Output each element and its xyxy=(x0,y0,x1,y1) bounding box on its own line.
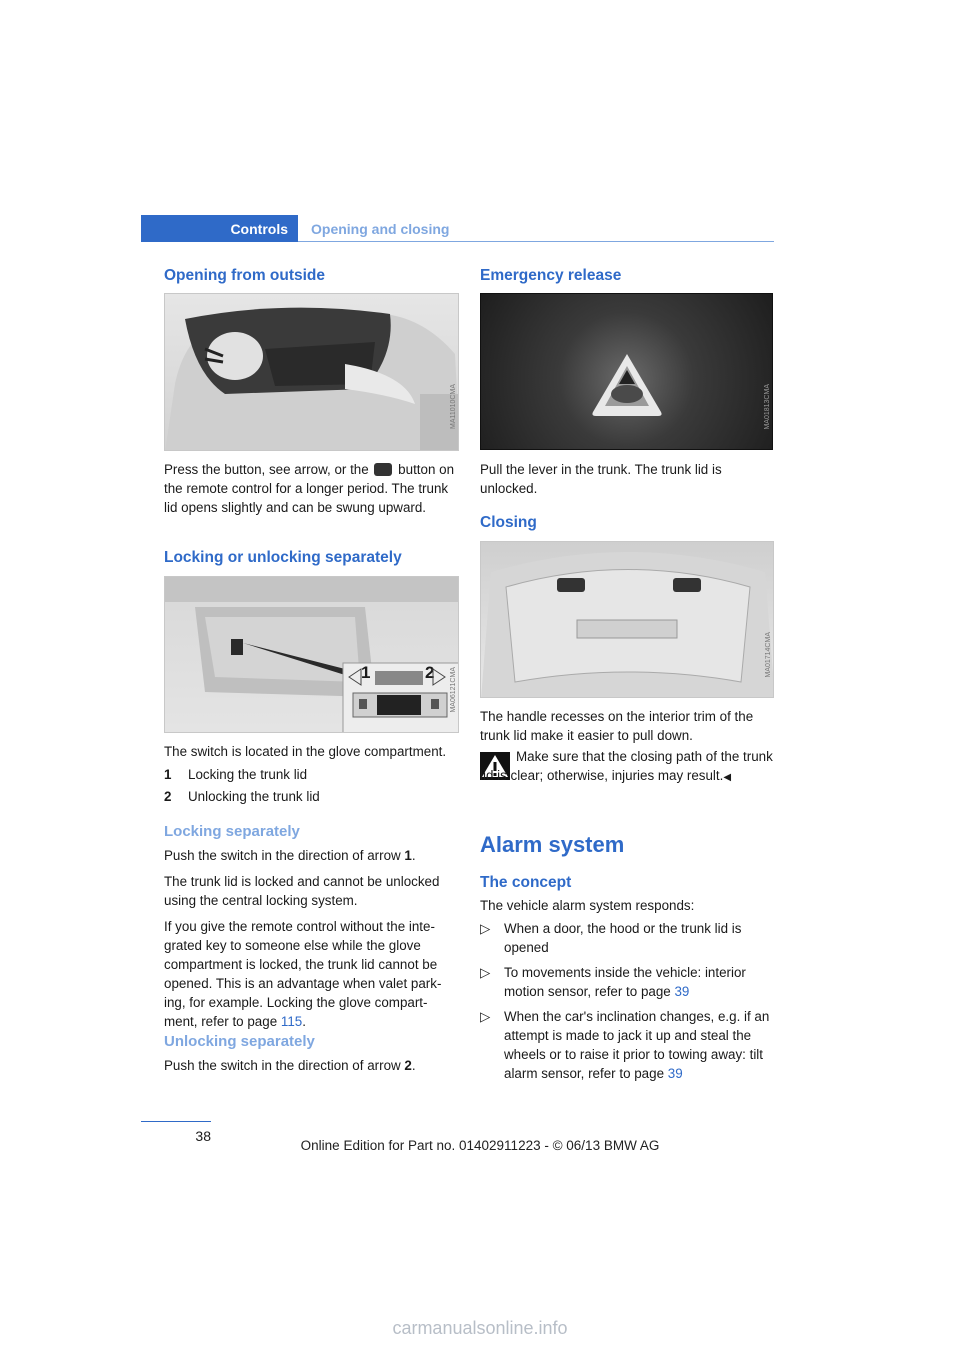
locking-sep-p2: The trunk lid is locked and cannot be unlocked using the central locking system. xyxy=(164,874,440,908)
warning-body: Make sure that the closing path of the trunk lid is clear; otherwise, injuries may result. xyxy=(480,749,773,783)
heading-locking-separately: Locking separately xyxy=(164,823,300,840)
list-item xyxy=(480,919,776,957)
item-number: 2 xyxy=(164,789,172,804)
heading-unlocking-separately: Unlocking separately xyxy=(164,1033,315,1050)
arrow-number: 2 xyxy=(404,1058,412,1073)
concept-bullets xyxy=(480,919,776,1083)
page-link-39[interactable]: 39 xyxy=(667,1066,683,1081)
trunk-button-icon xyxy=(374,463,392,476)
bullet-text: When the car's inclination changes, e.g. if an attempt is made to jack it up and steal the wheels or to raise it prior to towing away: tilt alarm sensor, refer to page xyxy=(504,1009,770,1081)
end-marker: ◀ xyxy=(723,772,732,783)
chapter-tab: Controls xyxy=(141,215,298,242)
heading-opening-from-outside: Opening from outside xyxy=(164,267,326,284)
list-item xyxy=(164,787,460,806)
opening-text-part2: button on the remote control for a longer period. The trunk lid opens slightly and can be swung upward. xyxy=(164,462,455,515)
heading-locking-unlocking: Locking or unlocking separately xyxy=(164,549,402,566)
page-number-rule xyxy=(141,1121,211,1122)
bullet-marker: ▷ xyxy=(480,965,491,980)
warning-text xyxy=(480,747,776,787)
header-divider xyxy=(298,241,774,242)
text-span: . xyxy=(411,1058,416,1073)
callout-2: 2 xyxy=(425,663,435,682)
watermark: carmanualsonline.info xyxy=(392,1318,568,1338)
trunk-exterior-image xyxy=(164,293,459,451)
page-link-115[interactable]: 115 xyxy=(280,1014,303,1029)
item-text: Locking the trunk lid xyxy=(188,767,308,782)
image-code: MA11010CMA xyxy=(450,384,457,430)
bullet-text: When a door, the hood or the trunk lid is opened xyxy=(504,921,742,955)
page-number: 38 xyxy=(195,1128,211,1144)
text-span: Push the switch in the direction of arrow xyxy=(164,848,401,863)
page-link-39[interactable]: 39 xyxy=(674,984,690,999)
text-span: Push the switch in the direction of arrow xyxy=(164,1058,401,1073)
list-item xyxy=(164,765,460,784)
locking-separately-text xyxy=(164,846,460,1031)
list-item xyxy=(480,963,776,1001)
glove-compartment-image xyxy=(164,576,459,733)
text-span: . xyxy=(411,848,416,863)
heading-alarm-system: Alarm system xyxy=(480,832,625,857)
text-span: . xyxy=(302,1014,306,1029)
opening-paragraph xyxy=(164,460,460,517)
list-item xyxy=(480,1007,776,1083)
item-number: 1 xyxy=(164,767,172,782)
callout-1: 1 xyxy=(361,663,371,682)
bullet-marker: ▷ xyxy=(480,1009,491,1024)
section-title: Opening and closing xyxy=(311,220,450,237)
image-code: MA01813CMA xyxy=(764,384,771,430)
emergency-release-image xyxy=(480,293,773,450)
unlocking-separately-text xyxy=(164,1056,460,1075)
concept-intro: The vehicle alarm system responds: xyxy=(480,898,695,913)
image-code: MA01714CMA xyxy=(765,632,772,678)
item-text: Unlocking the trunk lid xyxy=(188,789,320,804)
heading-closing: Closing xyxy=(480,514,537,531)
bullet-text: To movements inside the vehicle: interior motion sensor, refer to page xyxy=(504,965,746,999)
heading-the-concept: The concept xyxy=(480,874,572,891)
heading-emergency-release: Emergency release xyxy=(480,267,622,284)
switch-location-text: The switch is located in the glove compartment. xyxy=(164,744,447,759)
bullet-marker: ▷ xyxy=(480,921,491,936)
trunk-interior-image xyxy=(480,541,774,698)
emergency-text: Pull the lever in the trunk. The trunk lid is unlocked. xyxy=(480,462,722,496)
footer-edition: Online Edition for Part no. 01402911223 - © 06/13 BMW AG xyxy=(300,1138,660,1153)
arrow-number: 1 xyxy=(404,848,412,863)
switch-detail-inset xyxy=(345,665,455,731)
image-code: MA06121CMA xyxy=(450,667,457,713)
numbered-list xyxy=(164,765,460,806)
opening-text-part1: Press the button, see arrow, or the xyxy=(164,462,369,477)
closing-text: The handle recesses on the interior trim of the trunk lid make it easier to pull down. xyxy=(480,709,754,743)
text-span: If you give the remote control without the inte-grated key to someone else while the glove compartment is locked, the trunk lid cannot be opened. This is an advantage when valet park-ing, for example. Locking the glove compart-ment, refer to page xyxy=(164,919,442,1029)
